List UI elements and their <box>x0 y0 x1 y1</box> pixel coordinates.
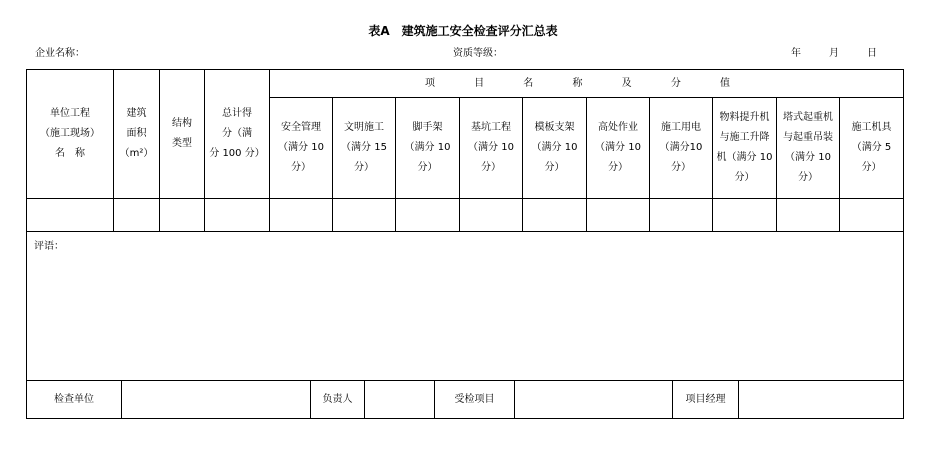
inspection-unit-label: 检查单位 <box>54 393 94 405</box>
inspected-project-value[interactable] <box>515 381 672 418</box>
input-scaffold[interactable] <box>396 199 459 231</box>
responsible-person-value[interactable] <box>365 381 434 418</box>
day-label: 日 <box>867 48 877 59</box>
comments-area[interactable] <box>27 232 903 380</box>
input-formwork-support[interactable] <box>523 199 586 231</box>
material-hoist-header: 物料提升机 与施工升降 机（满分 10 分） <box>716 112 773 183</box>
construction-electricity-header: 施工用电 （满分10 分） <box>659 122 703 173</box>
tower-crane-header: 塔式起重机 与起重吊装 （满分 10 分） <box>783 112 833 183</box>
foundation-pit-header: 基坑工程 （满分 10 分） <box>468 122 514 173</box>
input-work-at-height[interactable] <box>587 199 649 231</box>
input-safety-management[interactable] <box>270 199 332 231</box>
comments-label: 评语： <box>34 241 64 252</box>
input-total-score[interactable] <box>205 199 269 231</box>
safety-management-header: 安全管理 （满分 10 分） <box>278 122 324 173</box>
qualification-level-label: 资质等级： <box>453 48 503 59</box>
project-group-header: 项 目 名 称 及 分 值 <box>424 77 749 89</box>
formwork-support-header: 模板支架 （满分 10 分） <box>531 122 578 173</box>
total-score-header: 总计得 分（满 分 100 分） <box>209 108 265 159</box>
input-tower-crane[interactable] <box>777 199 839 231</box>
input-civilized-construction[interactable] <box>333 199 395 231</box>
construction-tools-header: 施工机具 （满分 5 分） <box>851 122 892 173</box>
input-foundation-pit[interactable] <box>460 199 522 231</box>
document-title: 表A 建筑施工安全检查评分汇总表 <box>368 24 558 38</box>
input-building-area[interactable] <box>114 199 159 231</box>
year-label: 年 <box>791 48 801 59</box>
work-at-height-header: 高处作业 （满分 10 分） <box>595 122 641 173</box>
input-construction-tools[interactable] <box>840 199 903 231</box>
civilized-construction-header: 文明施工 （满分 15 分） <box>341 122 387 173</box>
responsible-person-label: 负责人 <box>322 393 353 405</box>
project-manager-label: 项目经理 <box>685 393 726 405</box>
inspection-unit-value[interactable] <box>122 381 310 418</box>
month-label: 月 <box>829 48 839 59</box>
project-manager-value[interactable] <box>739 381 903 418</box>
company-name-label: 企业名称： <box>35 48 85 59</box>
input-structure-type[interactable] <box>160 199 204 231</box>
input-construction-electricity[interactable] <box>650 199 712 231</box>
structure-type-header: 结构 类型 <box>172 118 192 149</box>
scaffold-header: 脚手架 （满分 10 分） <box>404 122 451 173</box>
input-material-hoist[interactable] <box>713 199 776 231</box>
input-unit-project[interactable] <box>27 199 113 231</box>
building-area-header: 建筑 面积 （m²） <box>119 108 154 159</box>
inspected-project-label: 受检项目 <box>454 393 495 405</box>
unit-project-header: 单位工程 （施工现场） 名 称 <box>40 108 100 159</box>
